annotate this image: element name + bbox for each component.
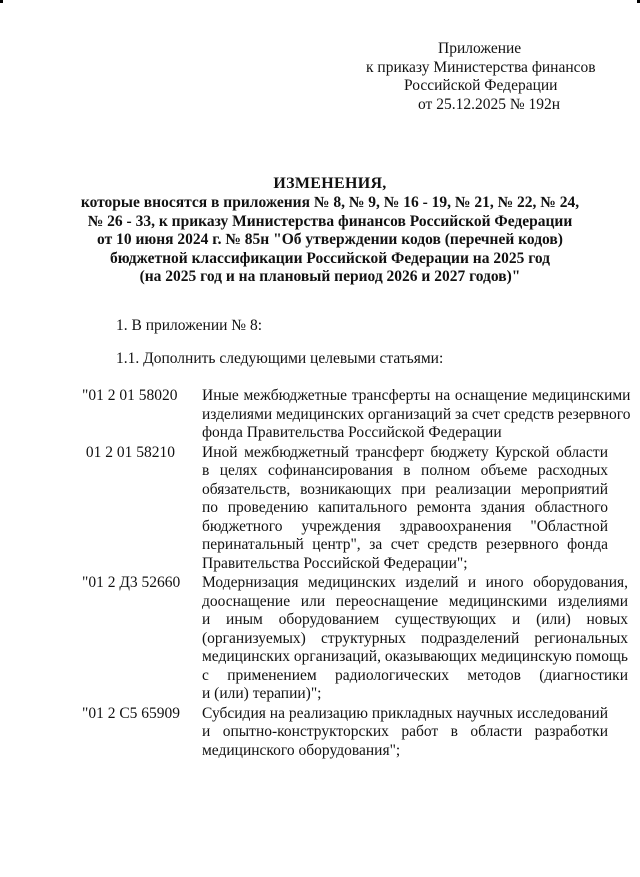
document-subtitle-line: бюджетной классификации Российской Федерации на 2025 год — [110, 249, 550, 267]
description-line: Правительства Российской Федерации"; — [202, 554, 468, 572]
article-description — [202, 444, 608, 574]
document-heading — [60, 174, 600, 287]
description-line: Субсидия на реализацию прикладных научных исследований — [202, 704, 608, 722]
document-subtitle-line: (на 2025 год и на плановый период 2026 и 2027 годов)" — [139, 268, 521, 285]
list-item — [82, 574, 628, 704]
list-item — [82, 387, 631, 443]
article-code: "01 2 Д3 52660 — [82, 574, 181, 591]
description-line: и опытно-конструкторских работ в области разработки — [202, 723, 608, 740]
approval-line: к приказу Министерства финансов — [366, 58, 596, 76]
document-subtitle-line: № 26 - 33, к приказу Министерства финансов Российской Федерации — [87, 212, 573, 230]
description-line: перинатальный центр", за счет средств резервного фонда — [202, 536, 608, 553]
article-code: 01 2 01 58210 — [82, 443, 175, 461]
description-line: (организуемых) структурных подразделений региональных — [202, 629, 628, 647]
document-subtitle-line: от 10 июня 2024 г. № 85н "Об утверждении кодов (перечней кодов) — [97, 231, 563, 248]
list-item — [82, 444, 608, 574]
description-line: Иные межбюджетные трансферты на оснащение медицинскими — [202, 387, 631, 404]
description-line: бюджетного учреждения здравоохранения "Областной — [202, 517, 608, 535]
section-item-1-1: 1.1. Дополнить следующими целевыми статьями: — [116, 350, 444, 367]
document-subtitle-line: которые вносятся в приложения № 8, № 9, № 16 - 19, № 21, № 22, № 24, — [80, 194, 580, 211]
approval-date-number: от 25.12.2025 № 192н — [418, 95, 561, 113]
approval-line: Российской Федерации — [404, 77, 558, 94]
description-line: изделиями медицинских организаций за счет средств резервного — [202, 405, 631, 423]
description-line: и иным оборудованием существующих и (или) новых — [202, 611, 628, 628]
article-description — [202, 574, 628, 704]
description-line: обязательств, возникающих при реализации мероприятий — [202, 480, 608, 498]
document-title: ИЗМЕНЕНИЯ, — [273, 175, 387, 192]
target-articles-list — [82, 387, 631, 760]
description-line: Модернизация медицинских изделий и иного оборудования, — [202, 574, 628, 591]
scan-corner-mark — [0, 0, 3, 3]
description-line: медицинских организаций, оказывающих медицинскую помощь — [202, 648, 628, 665]
description-line: медицинского оборудования"; — [202, 741, 401, 759]
description-line: по проведению капитального ремонта здания областного — [202, 499, 608, 516]
description-line: и (или) терапии)"; — [202, 685, 322, 702]
article-description — [202, 705, 608, 761]
list-item — [82, 705, 608, 761]
approval-line: Приложение — [438, 40, 522, 57]
description-line: фонда Правительства Российской Федерации — [202, 424, 502, 441]
description-line: дооснащение или переоснащение медицинскими изделиями — [202, 592, 628, 610]
article-description — [202, 387, 630, 443]
approval-block — [360, 40, 600, 114]
article-code: "01 2 01 58020 — [82, 387, 178, 404]
description-line: Иной межбюджетный трансферт бюджету Курской области — [202, 443, 608, 461]
section-item-1: 1. В приложении № 8: — [116, 317, 263, 334]
description-line: с применением радиологических методов (диагностики — [202, 666, 628, 684]
description-line: в целях софинансирования в полном объеме расходных — [202, 462, 608, 479]
article-code: "01 2 С5 65909 — [82, 704, 181, 722]
